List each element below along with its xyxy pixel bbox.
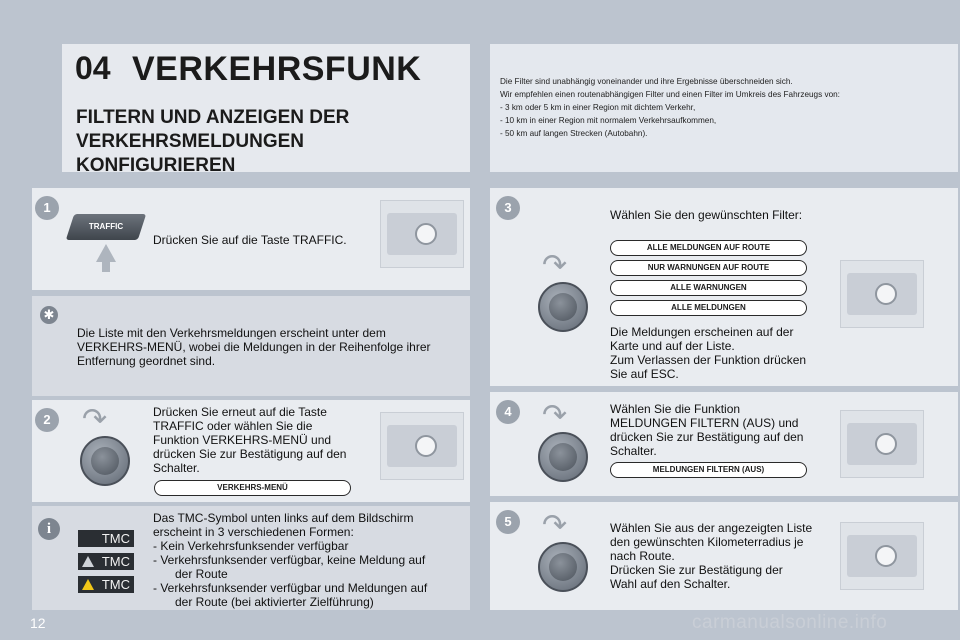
selector-knob-icon <box>80 436 130 486</box>
sun-icon: ✱ <box>40 306 58 324</box>
selector-knob-icon <box>538 432 588 482</box>
watermark: carmanualsonline.info <box>692 612 888 633</box>
step1-text: Drücken Sie auf die Taste TRAFFIC. <box>153 233 347 247</box>
radio-unit-illustration <box>840 522 924 590</box>
knob-icon <box>875 283 897 305</box>
filter-option-all-warnings: ALLE WARNUNGEN <box>610 280 807 296</box>
menu-item-verkehrs-menu: VERKEHRS-MENÜ <box>154 480 351 496</box>
step5-text: Wählen Sie aus der angezeigten Liste den gewünschten Kilometerradius je nach Route. Drücken Sie zur Bestätigung der Wahl auf den Schalter. <box>610 521 813 591</box>
filter-option-warnings-route: NUR WARNUNGEN AUF ROUTE <box>610 260 807 276</box>
section-subtitle: FILTERN UND ANZEIGEN DER VERKEHRSMELDUNGEN KONFIGURIEREN <box>76 107 350 176</box>
rotate-arrow-icon: ↷ <box>542 249 568 282</box>
step5-badge: 5 <box>496 510 520 534</box>
info-text: Die Filter sind unabhängig voneinander und ihre Ergebnisse überschneiden sich. Wir empfehlen einen routenabhängigen Filter und einen Filter im Umkreis des Fahrzeugs von: - 3 km oder 5 km in einer Region mit dichtem Verkehr, - 10 km in einer Region mit normalem Verkehrsaufkommen, - 50 km auf langen Strecken (Autobahn). <box>500 77 840 138</box>
step1-badge: 1 <box>35 196 59 220</box>
knob-icon <box>875 545 897 567</box>
tmc-symbol-messages: TMC <box>78 576 134 593</box>
step2-text: Drücken Sie erneut auf die Taste TRAFFIC oder wählen Sie die Funktion VERKEHRS-MENÜ und drücken Sie zur Bestätigung auf den Schalter. <box>153 405 347 475</box>
rotate-arrow-icon: ↷ <box>542 399 568 432</box>
page-number: 12 <box>30 615 46 631</box>
step2-badge: 2 <box>35 408 59 432</box>
selector-knob-icon <box>538 282 588 332</box>
filter-option-all-messages: ALLE MELDUNGEN <box>610 300 807 316</box>
rotate-arrow-icon: ↷ <box>82 403 108 436</box>
radio-unit-illustration <box>380 412 464 480</box>
menu-item-filter-off: MELDUNGEN FILTERN (AUS) <box>610 462 807 478</box>
selector-knob-icon <box>538 542 588 592</box>
chapter-title: VERKEHRSFUNK <box>132 50 422 88</box>
step3-text: Wählen Sie den gewünschten Filter: <box>610 208 803 222</box>
traffic-button-illustration: TRAFFIC <box>66 214 146 240</box>
warning-triangle-icon <box>82 556 94 567</box>
tip-text: Die Liste mit den Verkehrsmeldungen erscheint unter dem VERKEHRS-MENÜ, wobei die Meldungen in der Reihenfolge ihrer Entfernung geordnet sind. <box>77 326 431 368</box>
step4-text: Wählen Sie die Funktion MELDUNGEN FILTERN (AUS) und drücken Sie zur Bestätigung auf den Schalter. <box>610 402 804 458</box>
note-text: Das TMC-Symbol unten links auf dem Bildschirm erscheint in 3 verschiedenen Formen: - Kein Verkehrsfunksender verfügbar - Verkehrsfunksender verfügbar, keine Meldung auf der Route - Verkehrsfunksender verfügbar und Meldungen auf der Route (bei aktivierter Zielführung) <box>153 511 428 609</box>
filter-option-all-route: ALLE MELDUNGEN AUF ROUTE <box>610 240 807 256</box>
tmc-symbol-none: TMC <box>78 530 134 547</box>
radio-unit-illustration <box>380 200 464 268</box>
step4-badge: 4 <box>496 400 520 424</box>
radio-unit-illustration <box>840 260 924 328</box>
step3-badge: 3 <box>496 196 520 220</box>
step3-after-text: Die Meldungen erscheinen auf der Karte und auf der Liste. Zum Verlassen der Funktion drücken Sie auf ESC. <box>610 325 807 381</box>
chapter-number: 04 <box>75 50 111 86</box>
info-icon: i <box>38 518 60 540</box>
knob-icon <box>415 435 437 457</box>
arrow-stem <box>102 260 110 272</box>
knob-icon <box>875 433 897 455</box>
warning-triangle-icon <box>82 579 94 590</box>
knob-icon <box>415 223 437 245</box>
tmc-symbol-available: TMC <box>78 553 134 570</box>
radio-unit-illustration <box>840 410 924 478</box>
rotate-arrow-icon: ↷ <box>542 509 568 542</box>
